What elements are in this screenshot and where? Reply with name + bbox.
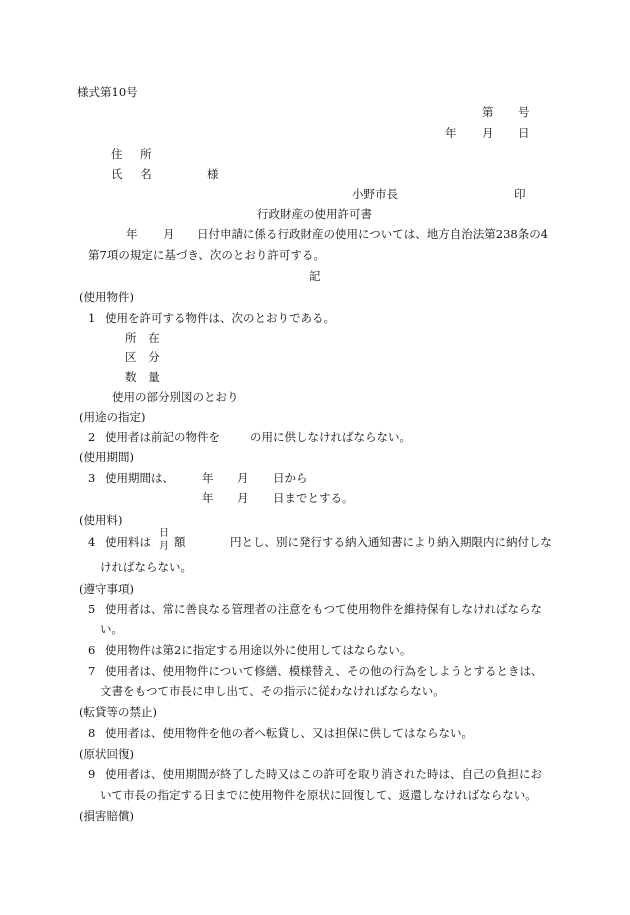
section-4-text: 円とし、別に発行する納入通知書により納入期限内に納付しな	[230, 535, 552, 549]
document-title: 行政財産の使用許可書	[257, 207, 372, 221]
form-number: 様式第10号	[77, 85, 138, 99]
section-6-number: 6	[88, 643, 96, 657]
period-to-day: 日までとする。	[273, 491, 354, 505]
fee-unit-stack	[158, 527, 170, 553]
section-3-label: 使用期間は、	[105, 471, 174, 485]
date-month: 月	[482, 126, 494, 140]
section-5-text: 使用者は、常に善良なる管理者の注意をもつて使用物件を維持保有しなければならな	[105, 602, 542, 616]
section-1-heading: (使用物件)	[79, 290, 134, 304]
section-9-text: 使用者は、使用期間が終了した時又はこの許可を取り消された時は、自己の負担にお	[105, 767, 542, 781]
honorific: 様	[207, 167, 219, 181]
doc-number-suffix: 号	[518, 105, 530, 119]
ki-heading: 記	[309, 269, 321, 283]
section-5-number: 5	[88, 602, 96, 616]
section-1-text: 使用を許可する物件は、次のとおりである。	[105, 311, 335, 325]
section-9-number: 9	[88, 767, 96, 781]
section-8-number: 8	[88, 726, 96, 740]
item-location: 所 在	[125, 331, 160, 345]
section-5-text-2: い。	[100, 622, 123, 636]
section-5-heading: (遵守事項)	[79, 582, 134, 596]
address-label: 住 所	[111, 147, 152, 161]
section-4-text-2: ければならない。	[100, 560, 192, 574]
section-2-text-b: の用に供しなければならない。	[250, 430, 411, 444]
item-category: 区 分	[125, 350, 160, 364]
item-quantity: 数 量	[125, 370, 160, 384]
section-2-number: 2	[88, 430, 96, 444]
section-2-heading: (用途の指定)	[79, 410, 146, 424]
period-to-month: 月	[237, 491, 249, 505]
section-4-gaku: 額	[174, 535, 186, 549]
issuer-seal: 印	[514, 187, 526, 201]
date-year: 年	[445, 126, 457, 140]
period-from-day: 日から	[273, 471, 308, 485]
date-day: 日	[518, 126, 530, 140]
intro-month: 月	[163, 227, 175, 241]
section-7-text: 使用者は、使用物件について修繕、模様替え、その他の行為をしようとするときは、	[105, 664, 543, 678]
section-7-text-2: 文書をもつて市長に申し出て、その指示に従わなければならない。	[100, 684, 445, 698]
section-1-number: 1	[88, 311, 96, 325]
issuer-title: 小野市長	[352, 187, 398, 201]
fee-unit-day: 日	[159, 528, 169, 539]
section-8-text: 使用者は、使用物件を他の者へ転貸し、又は担保に供してはならない。	[105, 726, 473, 740]
name-label: 氏 名	[111, 167, 152, 181]
section-10-heading: (損害賠償)	[79, 809, 134, 823]
period-to-year: 年	[202, 491, 214, 505]
section-7-number: 7	[88, 664, 96, 678]
section-8-heading: (転貸等の禁止)	[79, 705, 157, 719]
intro-text-1: 日付申請に係る行政財産の使用については、地方自治法第238条の4	[197, 227, 549, 241]
section-2-text-a: 使用者は前記の物件を	[105, 430, 220, 444]
period-from-year: 年	[202, 471, 214, 485]
fee-unit-month: 月	[159, 541, 169, 552]
intro-year: 年	[126, 227, 138, 241]
section-4-heading: (使用料)	[79, 513, 123, 527]
section-4-number: 4	[88, 535, 96, 549]
section-6-text: 使用物件は第2に指定する用途以外に使用してはならない。	[105, 643, 412, 657]
intro-text-2: 第7項の規定に基づき、次のとおり許可する。	[88, 248, 325, 262]
section-1-note: 使用の部分別図のとおり	[112, 390, 239, 404]
period-from-month: 月	[237, 471, 249, 485]
section-9-text-2: いて市長の指定する日までに使用物件を原状に回復して、返還しなければならない。	[100, 788, 537, 802]
section-3-heading: (使用期間)	[79, 450, 134, 464]
doc-number-prefix: 第	[482, 105, 494, 119]
section-9-heading: (原状回復)	[79, 747, 134, 761]
section-3-number: 3	[88, 471, 96, 485]
section-4-label: 使用料は	[105, 535, 151, 549]
